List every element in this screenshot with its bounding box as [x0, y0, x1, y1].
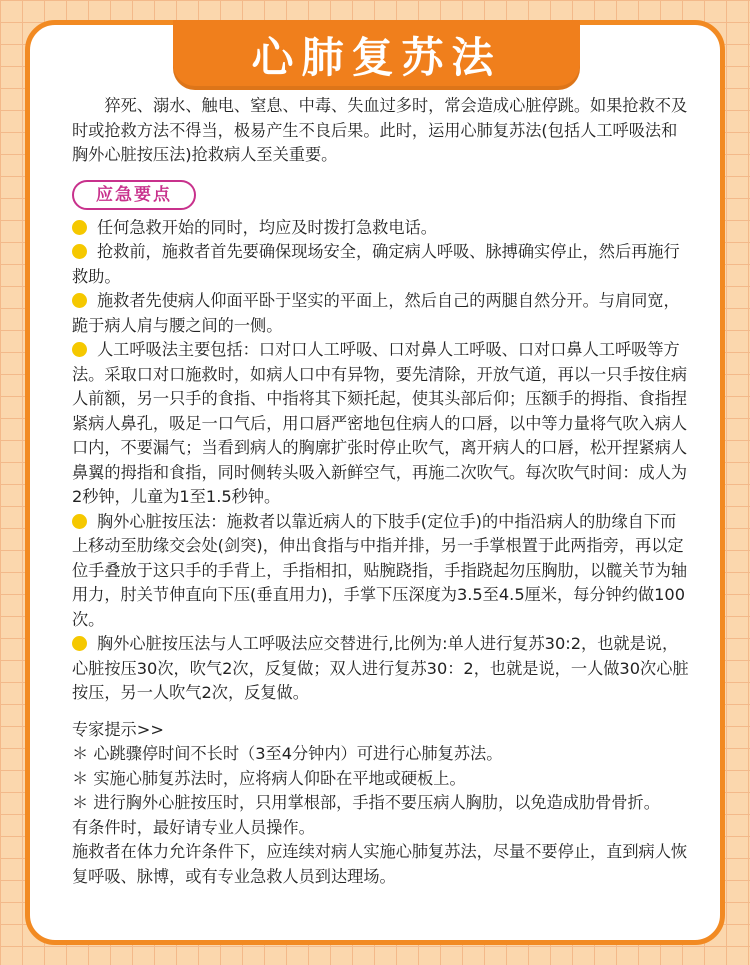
list-item: 抢救前，施救者首先要确保现场安全，确定病人呼吸、脉搏确实停止，然后再施行救助。 — [72, 242, 680, 286]
key-points-list — [72, 216, 690, 706]
expert-tips-heading: 专家提示>> — [72, 719, 164, 739]
tip-item: 施救者在体力允许条件下，应连续对病人实施心肺复苏法，尽量不要停止，直到病人恢复呼吸、脉博，或有专业急救人员到达理场。 — [72, 842, 688, 886]
bullet-dot-icon — [72, 636, 87, 651]
section-label: 应急要点 — [72, 180, 196, 210]
tip-item: ＊ 进行胸外心脏按压时，只用掌根部，手指不要压病人胸肋，以免造成肋骨骨折。 — [72, 793, 660, 812]
main-content — [72, 94, 690, 889]
expert-tips-list — [72, 742, 690, 889]
bullet-dot-icon — [72, 220, 87, 235]
list-item: 人工呼吸法主要包括：口对口人工呼吸、口对鼻人工呼吸、口对口鼻人工呼吸等方法。采取口对口施救时，如病人口中有异物，要先清除，开放气道，再以一只手按住病人前额，另一只手的食指、中指将其下颏托起，使其头部后仰；压额手的拇指、食指捏紧病人鼻孔，吸足一口气后，用口唇严密地包住病人的口唇，以中等力量将气吹入病人口内，不要漏气；当看到病人的胸廓扩张时停止吹气，离开病人的口唇，松开捏紧病人鼻翼的拇指和食指，同时侧转头吸入新鲜空气，再施二次吹气。每次吹气时间：成人为2秒钟，儿童为1至1.5秒钟。 — [72, 340, 688, 506]
bullet-dot-icon — [72, 514, 87, 529]
list-item: 任何急救开始的同时，均应及时拨打急救电话。 — [72, 216, 690, 241]
list-item: 胸外心脏按压法：施救者以靠近病人的下肢手(定位手)的中指沿病人的肋缘自下而上移动至肋缘交会处(剑突)，伸出食指与中指并排，另一手掌根置于此两指旁，再以定位手叠放于这只手的手背上，手指相扣，贴腕跷指，手指跷起勿压胸肋，以髋关节为轴用力，肘关节伸直向下压(垂直用力)，手掌下压深度为3.5至4.5厘米，每分钟约做100次。 — [72, 511, 688, 629]
tip-item: ＊ 心跳骤停时间不长时（3至4分钟内）可进行心肺复苏法。 — [72, 744, 503, 763]
tip-item: ＊ 实施心肺复苏法时，应将病人仰卧在平地或硬板上。 — [72, 768, 466, 788]
bullet-dot-icon — [72, 342, 87, 357]
intro-paragraph: 猝死、溺水、触电、窒息、中毒、失血过多时，常会造成心脏停跳。如果抢救不及时或抢救方法不得当，极易产生不良后果。此时，运用心肺复苏法(包括人工呼吸法和胸外心脏按压法)抢救病人至关重要。 — [72, 96, 688, 164]
list-item: 施救者先使病人仰面平卧于坚实的平面上，然后自己的两腿自然分开。与肩同宽，跪于病人肩与腰之间的一侧。 — [72, 291, 680, 335]
page-title: 心肺复苏法 — [173, 20, 580, 90]
bullet-dot-icon — [72, 244, 87, 259]
tip-item: 有条件时，最好请专业人员操作。 — [72, 817, 315, 837]
list-item: 胸外心脏按压法与人工呼吸法应交替进行,比例为:单人进行复苏30:2，也就是说，心脏按压30次，吹气2次，反复做；双人进行复苏30：2，也就是说，一人做30次心脏按压，另一人吹气2次，反复做。 — [72, 634, 689, 702]
bullet-dot-icon — [72, 293, 87, 308]
